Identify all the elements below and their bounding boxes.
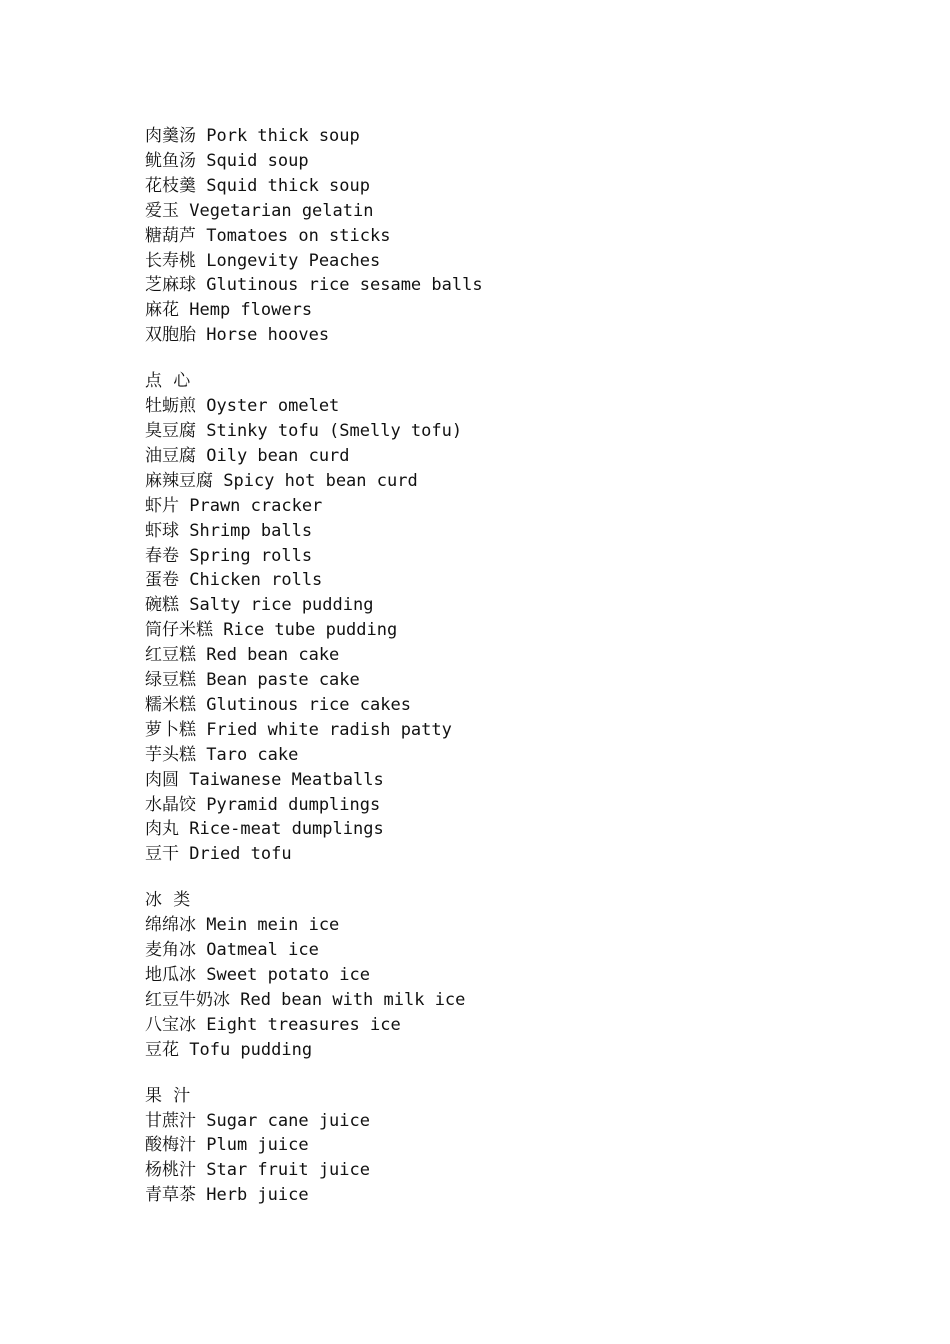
list-item: 双胞胎 Horse hooves — [145, 325, 330, 346]
list-item: 酸梅汁 Plum juice — [145, 1135, 309, 1156]
menu-list — [145, 1109, 905, 1209]
list-item: 杨桃汁 Star fruit juice — [145, 1160, 370, 1181]
list-item: 糖葫芦 Tomatoes on sticks — [145, 225, 391, 246]
list-item: 牡蛎煎 Oyster omelet — [145, 396, 340, 417]
list-item: 甘蔗汁 Sugar cane juice — [145, 1110, 370, 1131]
list-item: 肉丸 Rice-meat dumplings — [145, 819, 384, 840]
list-item: 八宝冰 Eight treasures ice — [145, 1014, 401, 1035]
list-item: 萝卜糕 Fried white radish patty — [145, 719, 452, 740]
list-item: 油豆腐 Oily bean curd — [145, 445, 350, 466]
section-heading: 冰 类 — [145, 890, 191, 911]
list-item: 鱿鱼汤 Squid soup — [145, 150, 309, 171]
list-item: 春卷 Spring rolls — [145, 545, 313, 566]
list-item: 虾球 Shrimp balls — [145, 520, 313, 541]
document-page — [145, 124, 905, 1208]
list-item: 肉圆 Taiwanese Meatballs — [145, 769, 384, 790]
list-item: 豆花 Tofu pudding — [145, 1039, 313, 1060]
section-dim-sum — [145, 369, 905, 867]
list-item: 麻辣豆腐 Spicy hot bean curd — [145, 470, 418, 491]
section-soups-snacks — [145, 124, 905, 348]
section-juice — [145, 1084, 905, 1209]
section-heading: 点 心 — [145, 371, 191, 392]
list-item: 绿豆糕 Bean paste cake — [145, 670, 360, 691]
list-item: 爱玉 Vegetarian gelatin — [145, 200, 374, 221]
list-item: 麻花 Hemp flowers — [145, 300, 313, 321]
list-item: 地瓜冰 Sweet potato ice — [145, 965, 370, 985]
list-item: 豆干 Dried tofu — [145, 844, 292, 865]
list-item: 绵绵冰 Mein mein ice — [145, 915, 340, 936]
list-item: 糯米糕 Glutinous rice cakes — [145, 694, 411, 715]
list-item: 芋头糕 Taro cake — [145, 744, 299, 765]
list-item: 肉羹汤 Pork thick soup — [145, 126, 360, 146]
list-item: 蛋卷 Chicken rolls — [145, 570, 323, 591]
list-item: 虾片 Prawn cracker — [145, 495, 323, 516]
list-item: 筒仔米糕 Rice tube pudding — [145, 620, 398, 641]
menu-list — [145, 124, 905, 348]
list-item: 臭豆腐 Stinky tofu (Smelly tofu) — [145, 420, 463, 441]
section-heading: 果 汁 — [145, 1085, 191, 1106]
list-item: 青草茶 Herb juice — [145, 1185, 309, 1206]
list-item: 麦角冰 Oatmeal ice — [145, 940, 319, 961]
list-item: 红豆糕 Red bean cake — [145, 645, 340, 666]
menu-list — [145, 913, 905, 1062]
list-item: 长寿桃 Longevity Peaches — [145, 250, 381, 271]
list-item: 水晶饺 Pyramid dumplings — [145, 794, 381, 815]
list-item: 红豆牛奶冰 Red bean with milk ice — [145, 989, 466, 1010]
list-item: 芝麻球 Glutinous rice sesame balls — [145, 275, 483, 296]
list-item: 花枝羹 Squid thick soup — [145, 175, 370, 196]
section-ice — [145, 888, 905, 1062]
list-item: 碗糕 Salty rice pudding — [145, 595, 374, 616]
menu-list — [145, 394, 905, 867]
